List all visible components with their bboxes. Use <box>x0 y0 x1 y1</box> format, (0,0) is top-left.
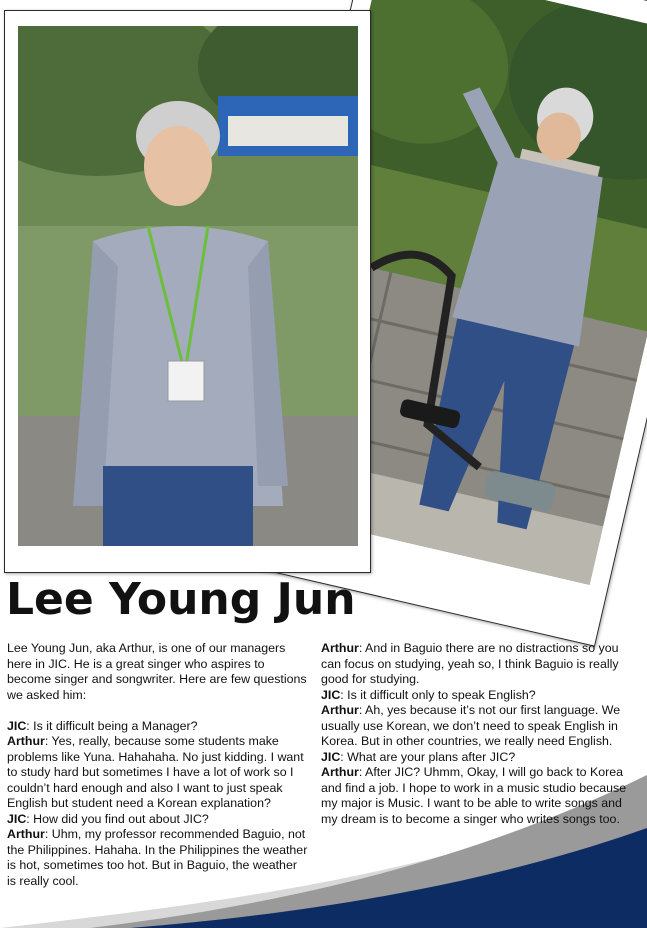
qa-text: : How did you find out about JIC? <box>26 811 209 826</box>
speaker-label: Arthur <box>7 827 45 841</box>
speaker-label: Arthur <box>321 765 359 779</box>
qa-line <box>321 688 633 704</box>
qa-line <box>321 765 633 827</box>
speaker-label: JIC <box>7 718 27 733</box>
qa-line <box>7 827 309 889</box>
speaker-label: Arthur <box>321 703 359 717</box>
qa-line <box>321 750 633 766</box>
speaker-label: JIC <box>321 749 341 764</box>
qa-line <box>321 641 633 688</box>
speaker-label: Arthur <box>321 641 359 655</box>
qa-text: : After JIC? Uhmm, Okay, I will go back to Korea and find a job. I hope to work in a music studio because my major is Music. I want to be able to write songs and my dream is to become a singer who writes songs too. <box>321 765 627 826</box>
speaker-label: JIC <box>7 811 27 826</box>
qa-line <box>7 734 309 812</box>
qa-text: : What are your plans after JIC? <box>340 749 516 764</box>
qa-text: : And in Baguio there are no distractions so you can focus on studying, yeah so, I think Baguio is really good for studying. <box>321 641 619 686</box>
qa-line <box>7 719 309 735</box>
article-column-left <box>7 641 309 889</box>
qa-text: : Ah, yes because it’s not our first language. We usually use Korean, we don’t need to speak English in Korea. But in other countries, we really need English. <box>321 703 621 748</box>
article-intro: Lee Young Jun, aka Arthur, is one of our managers here in JIC. He is a great singer who aspires to become singer and songwriter. Here are few questions we asked him: <box>7 641 307 702</box>
speaker-label: Arthur <box>7 734 45 748</box>
speaker-label: JIC <box>321 687 341 702</box>
photo-man-portrait <box>18 26 358 546</box>
qa-text: : Is it difficult only to speak English? <box>340 687 536 702</box>
qa-line <box>7 812 309 828</box>
qa-text: : Yes, really, because some students make problems like Yuna. Hahahaha. No just kidding. I want to study hard but sometimes I have a lot of work so I couldn’t hard enough and also I want to just speak English but student need a Korean explanation? <box>7 734 304 810</box>
qa-text: : Uhm, my professor recommended Baguio, not the Philippines. Hahaha. In the Philippines the weather is hot, sometimes too hot. But in Baguio, the weather is really cool. <box>7 827 308 888</box>
qa-text: : Is it difficult being a Manager? <box>26 718 198 733</box>
photo-frame-portrait <box>4 10 371 573</box>
qa-line <box>321 703 633 750</box>
article-column-right <box>321 641 633 827</box>
article-title: Lee Young Jun <box>6 574 356 625</box>
